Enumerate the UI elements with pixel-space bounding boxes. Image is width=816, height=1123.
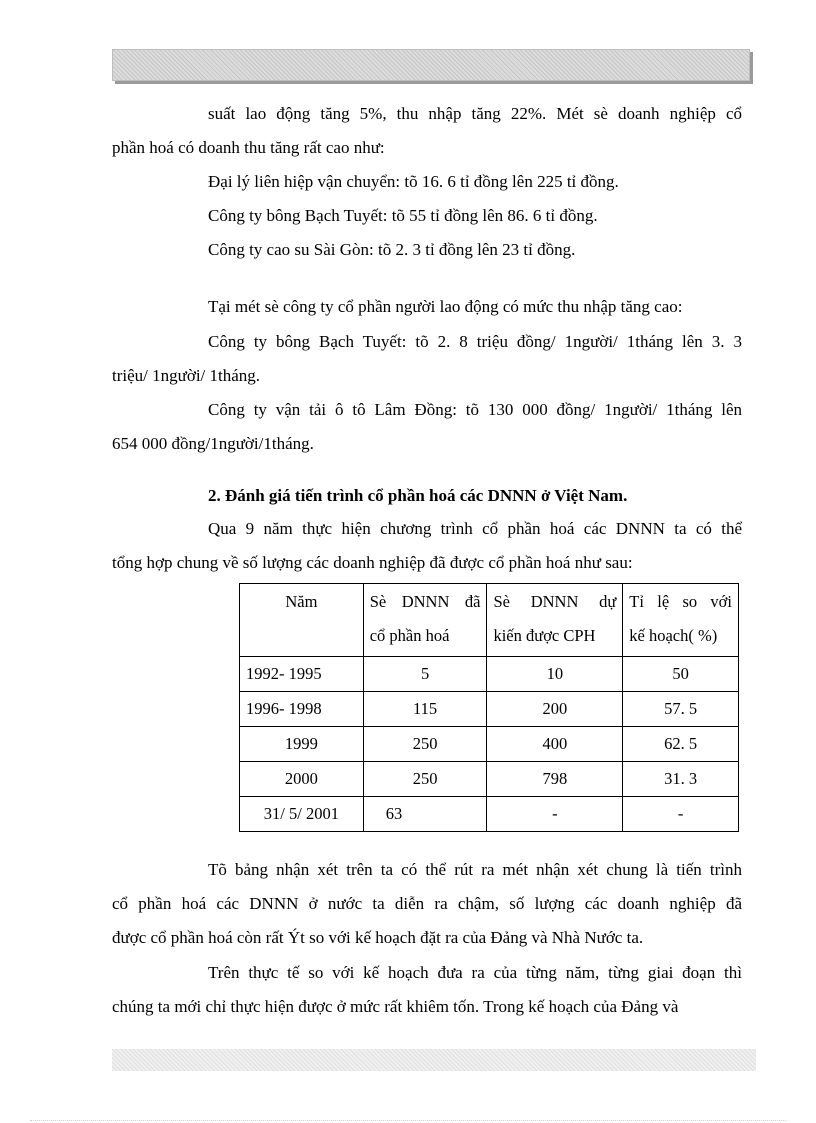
page-header-band (112, 49, 750, 81)
text-line: Công ty vận tải ô tô Lâm Đồng: tõ 130 000 đồng/ 1người/ 1tháng lên (208, 400, 742, 419)
cell-year: 31/ 5/ 2001 (240, 797, 364, 832)
cell-year: 1999 (240, 727, 364, 762)
text-line: được cổ phần hoá còn rất Ýt so với kế hoạch đặt ra của Đảng và Nhà Nước ta. (112, 928, 644, 947)
text-line: Tõ bảng nhận xét trên ta có thể rút ra mét nhận xét chung là tiến trình (208, 860, 742, 879)
cell-planned: 200 (487, 692, 623, 727)
section-heading: 2. Đánh giá tiến trình cổ phần hoá các DNNN ở Việt Nam. (208, 486, 628, 505)
cell-planned: 400 (487, 727, 623, 762)
cell-done: 115 (363, 692, 487, 727)
table-row (240, 727, 739, 762)
cell-ratio: 62. 5 (623, 727, 739, 762)
text-line: cổ phần hoá các DNNN ở nước ta diễn ra chậm, số lượng các doanh nghiệp đã (112, 894, 742, 913)
cell-year: 1996- 1998 (240, 692, 364, 727)
text-line: Trên thực tế so với kế hoạch đưa ra của từng năm, từng giai đoạn thì (208, 963, 742, 982)
table-row (240, 797, 739, 832)
table-row (240, 692, 739, 727)
text-line: triệu/ 1người/ 1tháng. (112, 366, 261, 385)
cell-done: 5 (363, 657, 487, 692)
text-line: 654 000 đồng/1người/1tháng. (112, 434, 314, 453)
cell-planned: 798 (487, 762, 623, 797)
cell-ratio: 50 (623, 657, 739, 692)
text-line: phần hoá có doanh thu tăng rất cao như: (112, 138, 385, 157)
table-row (240, 762, 739, 797)
text-line: Công ty bông Bạch Tuyết: tõ 55 tỉ đồng lên 86. 6 tỉ đồng. (208, 206, 598, 225)
cell-planned: 10 (487, 657, 623, 692)
privatization-table (239, 583, 739, 832)
text-line: Công ty bông Bạch Tuyết: tõ 2. 8 triệu đồng/ 1người/ 1tháng lên 3. 3 (208, 332, 742, 351)
header-ratio: Tỉ lệ so với kế hoạch( %) (623, 584, 739, 657)
cell-done: 63 (363, 797, 487, 832)
cell-done: 250 (363, 762, 487, 797)
page-bottom-divider (30, 1120, 786, 1121)
header-year: Năm (240, 584, 364, 657)
cell-year: 2000 (240, 762, 364, 797)
cell-done: 250 (363, 727, 487, 762)
cell-planned: - (487, 797, 623, 832)
cell-ratio: - (623, 797, 739, 832)
text-line: Tại mét sè công ty cổ phần người lao động có mức thu nhập tăng cao: (208, 297, 683, 316)
table-header-row (240, 584, 739, 657)
text-line: Qua 9 năm thực hiện chương trình cổ phần hoá các DNNN ta có thể (208, 519, 742, 538)
text-line: suất lao động tăng 5%, thu nhập tăng 22%. Mét sè doanh nghiệp cổ (208, 104, 742, 123)
table-row (240, 657, 739, 692)
cell-ratio: 31. 3 (623, 762, 739, 797)
text-line: tổng hợp chung về số lượng các doanh nghiệp đã được cổ phần hoá như sau: (112, 553, 633, 572)
text-line: Công ty cao su Sài Gòn: tõ 2. 3 tỉ đồng lên 23 tỉ đồng. (208, 240, 576, 259)
cell-ratio: 57. 5 (623, 692, 739, 727)
cell-year: 1992- 1995 (240, 657, 364, 692)
text-line: Đại lý liên hiệp vận chuyển: tõ 16. 6 tỉ đồng lên 225 tỉ đồng. (208, 172, 619, 191)
page-footer-band (112, 1049, 756, 1071)
text-line: chúng ta mới chỉ thực hiện được ở mức rất khiêm tốn. Trong kế hoạch của Đảng và (112, 997, 679, 1016)
header-planned: Sè DNNN dự kiến được CPH (487, 584, 623, 657)
header-done: Sè DNNN đã cổ phần hoá (363, 584, 487, 657)
